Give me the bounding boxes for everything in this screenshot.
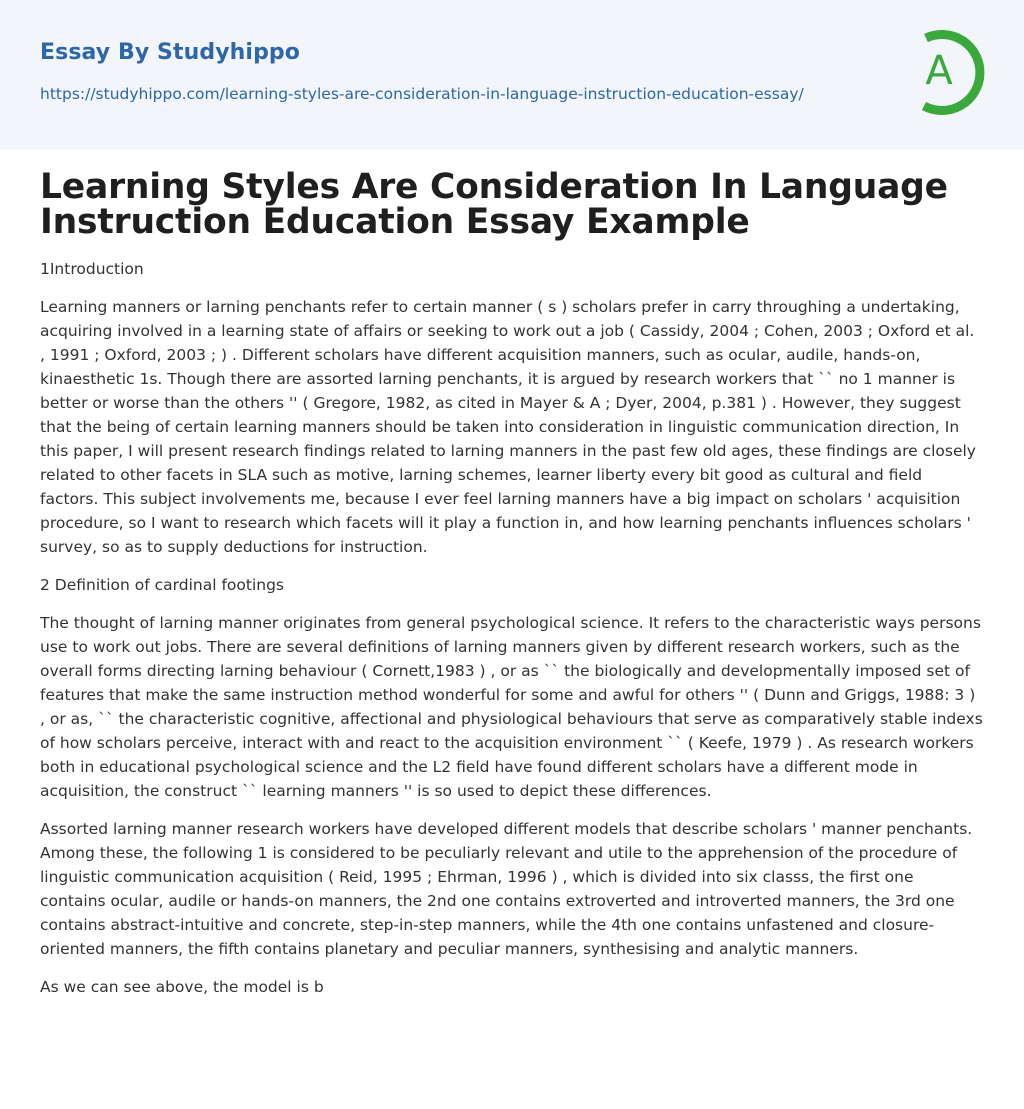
article-title: Learning Styles Are Consideration In Language Instruction Education Essay Example	[40, 167, 948, 242]
paragraph-frameworks: Assorted larning manner research workers have developed different models that describe scholars ' manner penchants. Among these, the following 1 is considered to be peculiarly relevant and utile to the apprehension of the procedure of linguistic communication acquisition ( Reid, 1995 ; Ehrman, 1996 ) , which is divided into six classs, the first one contains ocular, audile or hands-on manners, the 2nd one contains extroverted and introverted manners, the 3rd one contains abstract-intuitive and concrete, step-in-step manners, while the 4th one contains unfastened and closure-oriented manners, the fifth contains planetary and peculiar manners, synthesising and analytic manners.	[40, 820, 973, 958]
paragraph-introduction: Learning manners or larning penchants refer to certain manner ( s ) scholars prefer in carry throughing a undertaking, acquiring involved in a learning state of affairs or seeking to work out a job ( Cassidy, 2004 ; Cohen, 2003 ; Oxford et al. , 1991 ; Oxford, 2003 ; ) . Different scholars have different acquisition manners, such as ocular, audile, hands-on, kinaesthetic 1s. Though there are assorted larning penchants, it is argued by research workers that `` no 1 manner is better or worse than the others '' ( Gregore, 1982, as cited in Mayer & A ; Dyer, 2004, p.381 ) . However, they suggest that the being of certain learning manners should be taken into consideration in linguistic communication direction, In this paper, I will present research findings related to larning manners in the past few old ages, these findings are closely related to other facets in SLA such as motive, larning schemes, learner liberty every bit good as cultural and field factors. This subject involvements me, because I ever feel larning manners have a big impact on scholars ' acquisition procedure, so I want to research which facets will it play a function in, and how learning penchants influences scholars ' survey, so as to supply deductions for instruction.	[40, 298, 976, 556]
brand-name[interactable]: Essay By Studyhippo	[40, 40, 300, 65]
studyhippo-logo-icon[interactable]	[898, 28, 986, 116]
section-heading-definitions: 2 Definition of cardinal footings	[40, 576, 285, 594]
paragraph-truncated: As we can see above, the model is b	[40, 978, 324, 996]
article-body	[40, 167, 984, 999]
source-url-link[interactable]: https://studyhippo.com/learning-styles-are-consideration-in-language-instruction-education-essay/	[40, 85, 804, 103]
paragraph-definitions: The thought of larning manner originates from general psychological science. It refers to the characteristic ways persons use to work out jobs. There are several definitions of larning manners given by different research workers, such as the overall forms directing larning behaviour ( Cornett,1983 ) , or as `` the biologically and developmentally imposed set of features that make the same instruction method wonderful for some and awful for others '' ( Dunn and Griggs, 1988: 3 ) , or as, `` the characteristic cognitive, affectional and physiological behaviours that serve as comparatively stable indexs of how scholars perceive, interact with and react to the acquisition environment `` ( Keefe, 1979 ) . As research workers both in educational psychological science and the L2 field have found different scholars have a different mode in acquisition, the construct `` learning manners '' is so used to depict these differences.	[40, 614, 983, 800]
section-heading-introduction: 1Introduction	[40, 260, 144, 278]
site-header	[0, 0, 1024, 150]
logo-letter: A	[925, 48, 953, 94]
